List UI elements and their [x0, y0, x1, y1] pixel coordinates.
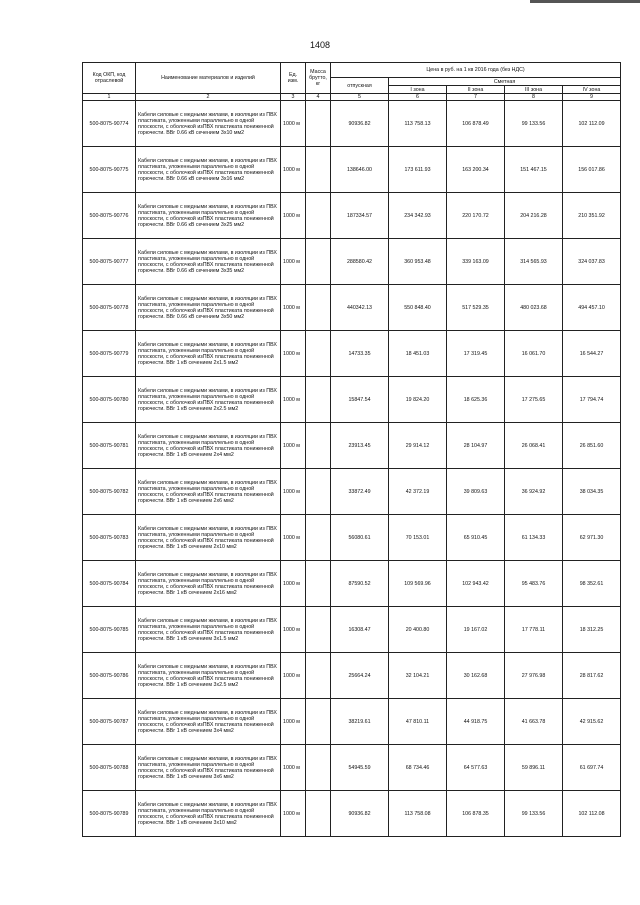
material-name: Кабели силовые с медными жилами, в изоляции из ПВХ пластиката, уложенными параллельно в одной плоскости, с оболочкой изПВХ пластиката пониженной горючести. ВВг 0.66 кВ сечением 3х10 мм2	[136, 101, 281, 147]
price-zone-4: 102 112.08	[563, 791, 621, 837]
price-wholesale: 440342.13	[331, 285, 389, 331]
price-zone-1: 550 848.40	[389, 285, 447, 331]
table-row	[83, 561, 621, 607]
price-wholesale: 14733.35	[331, 331, 389, 377]
price-zone-3: 204 216.28	[505, 193, 563, 239]
mass	[306, 561, 331, 607]
price-zone-4: 38 034.35	[563, 469, 621, 515]
unit: 1000 м	[281, 101, 306, 147]
unit: 1000 м	[281, 791, 306, 837]
price-zone-4: 18 312.25	[563, 607, 621, 653]
price-zone-2: 65 910.45	[447, 515, 505, 561]
col-number: 3	[281, 94, 306, 101]
okp-code: 500-8075-90776	[83, 193, 136, 239]
header-code: Код ОКП, код отраслевой	[83, 63, 136, 94]
table-row	[83, 101, 621, 147]
mass	[306, 147, 331, 193]
price-wholesale: 33872.49	[331, 469, 389, 515]
price-zone-1: 29 914.12	[389, 423, 447, 469]
price-zone-1: 234 342.93	[389, 193, 447, 239]
okp-code: 500-8075-90777	[83, 239, 136, 285]
price-zone-4: 156 017.86	[563, 147, 621, 193]
price-zone-2: 517 529.35	[447, 285, 505, 331]
price-wholesale: 87590.52	[331, 561, 389, 607]
okp-code: 500-8075-90780	[83, 377, 136, 423]
okp-code: 500-8075-90786	[83, 653, 136, 699]
unit: 1000 м	[281, 699, 306, 745]
mass	[306, 331, 331, 377]
header-estimate: Сметная	[389, 78, 621, 86]
price-zone-4: 62 971.30	[563, 515, 621, 561]
material-name: Кабели силовые с медными жилами, в изоляции из ПВХ пластиката, уложенными параллельно в одной плоскости, с оболочкой изПВХ пластиката пониженной горючести. ВВг 1 кВ сечением 3х2.5 мм2	[136, 653, 281, 699]
price-zone-2: 17 319.45	[447, 331, 505, 377]
price-zone-3: 61 134.33	[505, 515, 563, 561]
material-name: Кабели силовые с медными жилами, в изоляции из ПВХ пластиката, уложенными параллельно в одной плоскости, с оболочкой изПВХ пластиката пониженной горючести. ВВг 0.66 кВ сечением 3х50 мм2	[136, 285, 281, 331]
material-name: Кабели силовые с медными жилами, в изоляции из ПВХ пластиката, уложенными параллельно в одной плоскости, с оболочкой изПВХ пластиката пониженной горючести. ВВг 1 кВ сечением 2х2.5 мм2	[136, 377, 281, 423]
price-zone-1: 68 734.46	[389, 745, 447, 791]
header-zone-2: II зона	[447, 86, 505, 94]
price-zone-4: 61 697.74	[563, 745, 621, 791]
price-zone-2: 44 918.75	[447, 699, 505, 745]
col-number: 6	[389, 94, 447, 101]
price-zone-4: 210 351.92	[563, 193, 621, 239]
header-zone-3: III зона	[505, 86, 563, 94]
table-row	[83, 285, 621, 331]
price-zone-3: 26 068.41	[505, 423, 563, 469]
price-zone-2: 28 104.97	[447, 423, 505, 469]
table-row	[83, 607, 621, 653]
price-zone-1: 18 451.03	[389, 331, 447, 377]
material-name: Кабели силовые с медными жилами, в изоляции из ПВХ пластиката, уложенными параллельно в одной плоскости, с оболочкой изПВХ пластиката пониженной горючести. ВВг 1 кВ сечением 3х1.5 мм2	[136, 607, 281, 653]
mass	[306, 469, 331, 515]
price-zone-2: 19 167.02	[447, 607, 505, 653]
price-zone-3: 59 896.11	[505, 745, 563, 791]
col-number: 5	[331, 94, 389, 101]
price-zone-1: 113 758.13	[389, 101, 447, 147]
okp-code: 500-8075-90779	[83, 331, 136, 377]
unit: 1000 м	[281, 377, 306, 423]
price-wholesale: 90936.82	[331, 101, 389, 147]
table-row	[83, 377, 621, 423]
price-wholesale: 138646.00	[331, 147, 389, 193]
price-zone-4: 16 544.27	[563, 331, 621, 377]
price-zone-1: 113 758.08	[389, 791, 447, 837]
unit: 1000 м	[281, 193, 306, 239]
col-number: 8	[505, 94, 563, 101]
price-wholesale: 90936.82	[331, 791, 389, 837]
price-zone-3: 151 467.15	[505, 147, 563, 193]
price-zone-2: 106 878.35	[447, 791, 505, 837]
price-zone-1: 47 810.11	[389, 699, 447, 745]
material-name: Кабели силовые с медными жилами, в изоляции из ПВХ пластиката, уложенными параллельно в одной плоскости, с оболочкой изПВХ пластиката пониженной горючести. ВВг 0.66 кВ сечением 3х35 мм2	[136, 239, 281, 285]
col-number: 9	[563, 94, 621, 101]
price-zone-2: 163 200.34	[447, 147, 505, 193]
table-row	[83, 699, 621, 745]
table-row	[83, 653, 621, 699]
price-wholesale: 56080.61	[331, 515, 389, 561]
okp-code: 500-8075-90789	[83, 791, 136, 837]
table-row	[83, 515, 621, 561]
price-zone-2: 18 625.36	[447, 377, 505, 423]
price-zone-3: 17 275.65	[505, 377, 563, 423]
price-zone-1: 19 824.20	[389, 377, 447, 423]
unit: 1000 м	[281, 331, 306, 377]
header-unit: Ед. изм.	[281, 63, 306, 94]
price-wholesale: 16308.47	[331, 607, 389, 653]
mass	[306, 285, 331, 331]
price-wholesale: 187334.57	[331, 193, 389, 239]
price-zone-3: 41 663.78	[505, 699, 563, 745]
price-zone-4: 324 037.83	[563, 239, 621, 285]
price-wholesale: 288580.42	[331, 239, 389, 285]
price-zone-2: 339 163.09	[447, 239, 505, 285]
material-name: Кабели силовые с медными жилами, в изоляции из ПВХ пластиката, уложенными параллельно в одной плоскости, с оболочкой изПВХ пластиката пониженной горючести. ВВг 1 кВ сечением 3х4 мм2	[136, 699, 281, 745]
price-zone-4: 494 457.10	[563, 285, 621, 331]
material-name: Кабели силовые с медными жилами, в изоляции из ПВХ пластиката, уложенными параллельно в одной плоскости, с оболочкой изПВХ пластиката пониженной горючести. ВВг 0.66 кВ сечением 3х16 мм2	[136, 147, 281, 193]
okp-code: 500-8075-90784	[83, 561, 136, 607]
price-zone-2: 39 809.63	[447, 469, 505, 515]
price-wholesale: 25664.24	[331, 653, 389, 699]
price-table	[82, 62, 621, 837]
mass	[306, 745, 331, 791]
unit: 1000 м	[281, 147, 306, 193]
price-zone-3: 95 483.76	[505, 561, 563, 607]
page-number: 1408	[309, 40, 331, 50]
unit: 1000 м	[281, 239, 306, 285]
okp-code: 500-8075-90788	[83, 745, 136, 791]
unit: 1000 м	[281, 607, 306, 653]
price-zone-4: 17 794.74	[563, 377, 621, 423]
price-zone-3: 314 565.93	[505, 239, 563, 285]
table-row	[83, 147, 621, 193]
price-zone-1: 32 104.21	[389, 653, 447, 699]
material-name: Кабели силовые с медными жилами, в изоляции из ПВХ пластиката, уложенными параллельно в одной плоскости, с оболочкой изПВХ пластиката пониженной горючести. ВВг 1 кВ сечением 3х10 мм2	[136, 791, 281, 837]
price-zone-3: 99 133.56	[505, 101, 563, 147]
price-wholesale: 54945.59	[331, 745, 389, 791]
col-number: 1	[83, 94, 136, 101]
unit: 1000 м	[281, 745, 306, 791]
material-name: Кабели силовые с медными жилами, в изоляции из ПВХ пластиката, уложенными параллельно в одной плоскости, с оболочкой изПВХ пластиката пониженной горючести. ВВг 1 кВ сечением 2х1.5 мм2	[136, 331, 281, 377]
mass	[306, 239, 331, 285]
material-name: Кабели силовые с медными жилами, в изоляции из ПВХ пластиката, уложенными параллельно в одной плоскости, с оболочкой изПВХ пластиката пониженной горючести. ВВг 1 кВ сечением 2х6 мм2	[136, 469, 281, 515]
okp-code: 500-8075-90787	[83, 699, 136, 745]
price-zone-1: 173 611.93	[389, 147, 447, 193]
table-row	[83, 193, 621, 239]
okp-code: 500-8075-90774	[83, 101, 136, 147]
mass	[306, 515, 331, 561]
table-row	[83, 469, 621, 515]
okp-code: 500-8075-90778	[83, 285, 136, 331]
price-zone-3: 99 133.56	[505, 791, 563, 837]
price-zone-1: 42 372.19	[389, 469, 447, 515]
price-zone-2: 64 577.63	[447, 745, 505, 791]
material-name: Кабели силовые с медными жилами, в изоляции из ПВХ пластиката, уложенными параллельно в одной плоскости, с оболочкой изПВХ пластиката пониженной горючести. ВВг 1 кВ сечением 3х6 мм2	[136, 745, 281, 791]
header-zone-4: IV зона	[563, 86, 621, 94]
table-row	[83, 791, 621, 837]
mass	[306, 607, 331, 653]
header-mass: Масса брутто, кг	[306, 63, 331, 94]
price-zone-3: 17 778.11	[505, 607, 563, 653]
material-name: Кабели силовые с медными жилами, в изоляции из ПВХ пластиката, уложенными параллельно в одной плоскости, с оболочкой изПВХ пластиката пониженной горючести. ВВг 1 кВ сечением 2х10 мм2	[136, 515, 281, 561]
price-wholesale: 38219.61	[331, 699, 389, 745]
price-wholesale: 15847.54	[331, 377, 389, 423]
table-row	[83, 239, 621, 285]
mass	[306, 699, 331, 745]
price-zone-4: 102 112.09	[563, 101, 621, 147]
unit: 1000 м	[281, 653, 306, 699]
mass	[306, 791, 331, 837]
price-zone-1: 360 953.48	[389, 239, 447, 285]
material-name: Кабели силовые с медными жилами, в изоляции из ПВХ пластиката, уложенными параллельно в одной плоскости, с оболочкой изПВХ пластиката пониженной горючести. ВВг 1 кВ сечением 2х4 мм2	[136, 423, 281, 469]
price-zone-3: 16 061.70	[505, 331, 563, 377]
scan-edge-mark	[530, 0, 640, 3]
col-number: 7	[447, 94, 505, 101]
table-row	[83, 423, 621, 469]
price-zone-4: 98 352.61	[563, 561, 621, 607]
price-zone-4: 28 817.62	[563, 653, 621, 699]
mass	[306, 193, 331, 239]
mass	[306, 653, 331, 699]
price-wholesale: 23913.45	[331, 423, 389, 469]
material-name: Кабели силовые с медными жилами, в изоляции из ПВХ пластиката, уложенными параллельно в одной плоскости, с оболочкой изПВХ пластиката пониженной горючести. ВВг 1 кВ сечением 2х16 мм2	[136, 561, 281, 607]
price-zone-1: 70 153.01	[389, 515, 447, 561]
header-name: Наименование материалов и изделий	[136, 63, 281, 94]
col-number: 4	[306, 94, 331, 101]
col-number: 2	[136, 94, 281, 101]
price-zone-2: 220 170.72	[447, 193, 505, 239]
okp-code: 500-8075-90783	[83, 515, 136, 561]
unit: 1000 м	[281, 285, 306, 331]
price-zone-3: 480 023.68	[505, 285, 563, 331]
okp-code: 500-8075-90775	[83, 147, 136, 193]
mass	[306, 377, 331, 423]
okp-code: 500-8075-90781	[83, 423, 136, 469]
price-zone-4: 26 851.60	[563, 423, 621, 469]
price-zone-1: 109 569.96	[389, 561, 447, 607]
header-zone-1: I зона	[389, 86, 447, 94]
okp-code: 500-8075-90785	[83, 607, 136, 653]
price-zone-4: 42 915.62	[563, 699, 621, 745]
price-zone-2: 30 162.68	[447, 653, 505, 699]
unit: 1000 м	[281, 515, 306, 561]
table-row	[83, 331, 621, 377]
price-zone-1: 20 400.80	[389, 607, 447, 653]
unit: 1000 м	[281, 423, 306, 469]
unit: 1000 м	[281, 561, 306, 607]
table-row	[83, 745, 621, 791]
header-price-title: Цена в руб. на 1 кв 2016 года (без НДС)	[331, 63, 621, 78]
unit: 1000 м	[281, 469, 306, 515]
mass	[306, 101, 331, 147]
price-zone-2: 102 943.42	[447, 561, 505, 607]
okp-code: 500-8075-90782	[83, 469, 136, 515]
price-zone-3: 36 924.92	[505, 469, 563, 515]
mass	[306, 423, 331, 469]
price-zone-3: 27 976.98	[505, 653, 563, 699]
price-zone-2: 106 878.49	[447, 101, 505, 147]
header-wholesale: отпускная	[331, 78, 389, 94]
material-name: Кабели силовые с медными жилами, в изоляции из ПВХ пластиката, уложенными параллельно в одной плоскости, с оболочкой изПВХ пластиката пониженной горючести. ВВг 0.66 кВ сечением 3х25 мм2	[136, 193, 281, 239]
